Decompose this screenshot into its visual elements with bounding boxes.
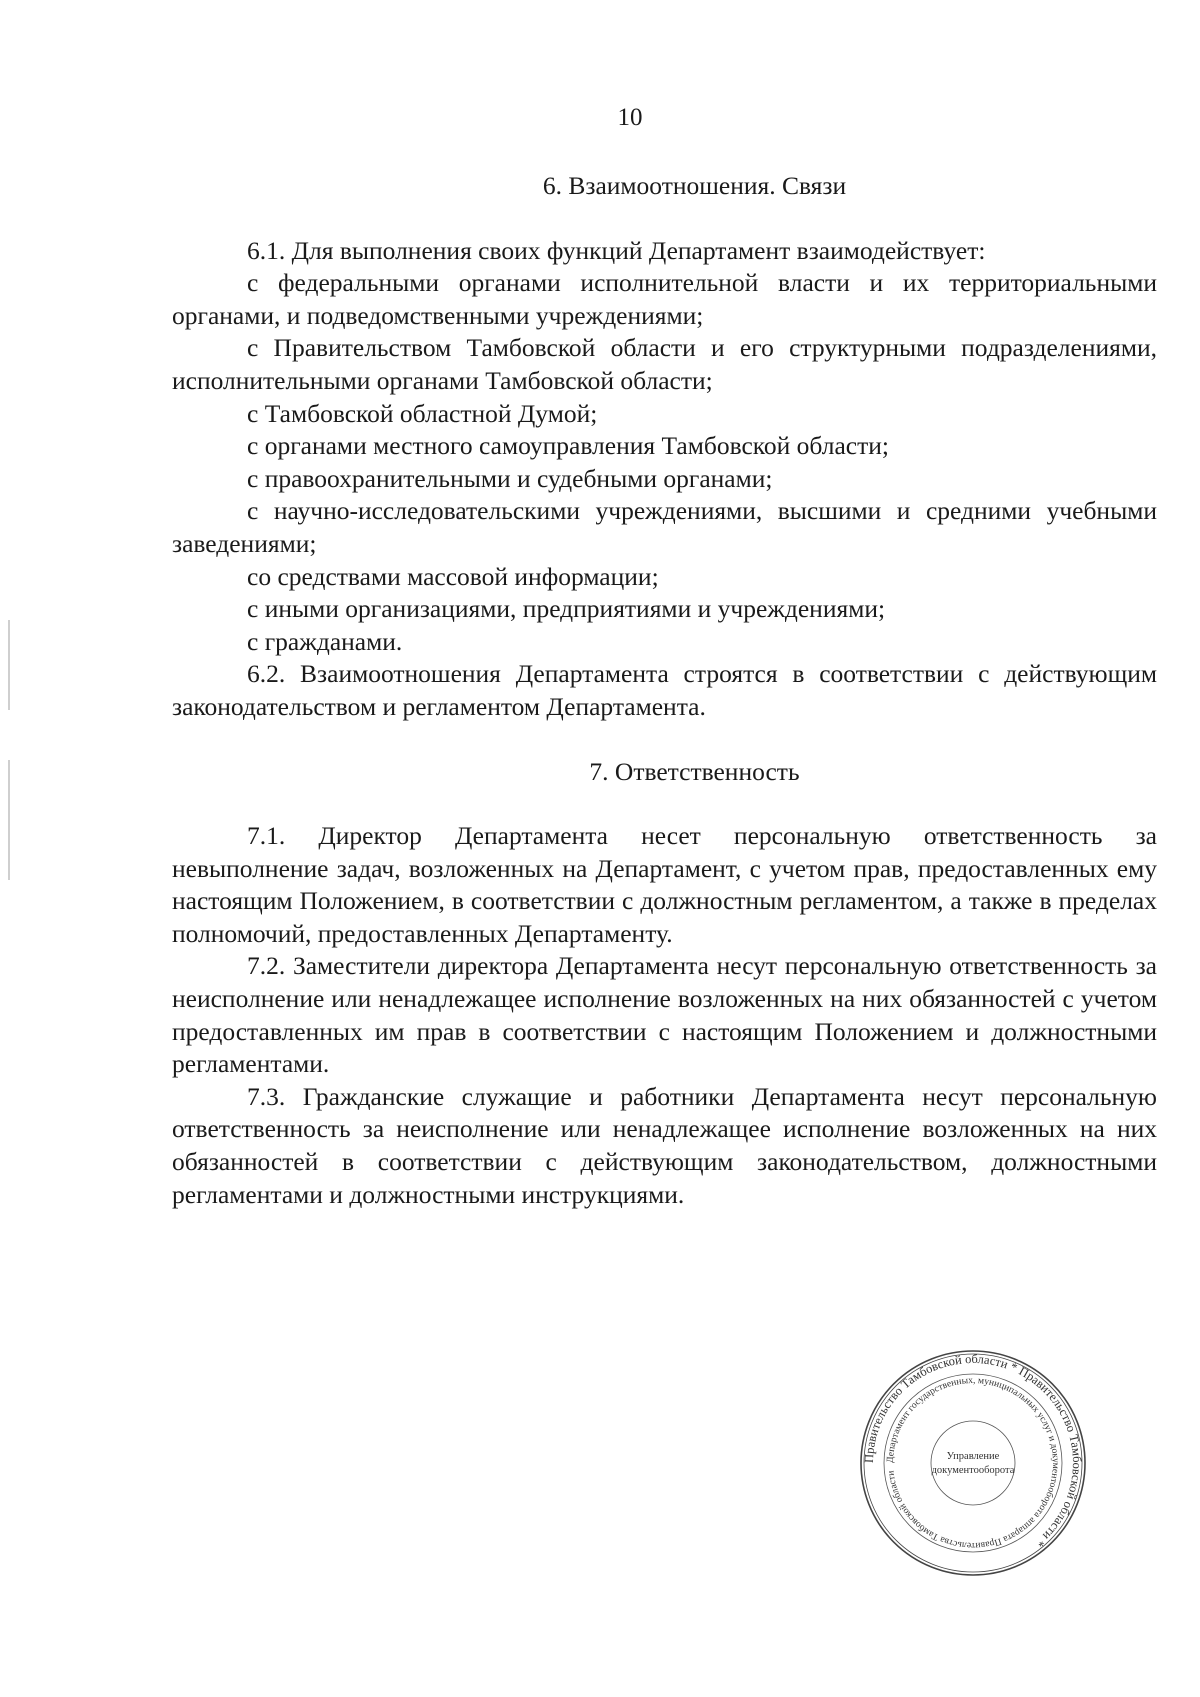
paragraph-6-2: 6.2. Взаимоотношения Департамента строятся в соответствии с действующим законодательством и регламентом Департамента. (172, 659, 1157, 721)
section-7-heading: 7. Ответственность (589, 756, 800, 786)
list-item: с Правительством Тамбовской области и его структурными подразделениями, исполнительными органами Тамбовской области; (172, 333, 1157, 395)
list-item: с иными организациями, предприятиями и учреждениями; (247, 594, 886, 624)
section-6-heading: 6. Взаимоотношения. Связи (542, 171, 847, 200)
paragraph-7-1: 7.1. Директор Департамента несет персональную ответственность за невыполнение задач, возложенных на Департамент, с учетом прав, предоставленных ему настоящим Положением, в соответствии с должностным регламентом, а также в пределах полномочий, предоставленных Департаменту. (172, 821, 1157, 948)
stamp-center-line-1: Управление (946, 1451, 1000, 1462)
paragraph-6-1: 6.1. Для выполнения своих функций Департамент взаимодействует: (247, 235, 986, 265)
stamp-seal-icon (858, 1348, 1088, 1578)
document-body (172, 170, 1157, 1211)
paragraph-7-3: 7.3. Гражданские служащие и работники Департамента несут персональную ответственность за неисполнение или ненадлежащее исполнение возложенных на них обязанностей в соответствии с действующим законодательством, должностными регламентами и должностными инструкциями. (172, 1081, 1157, 1209)
stamp-center-line-2: документооборота (931, 1465, 1015, 1476)
list-item: с органами местного самоуправления Тамбовской области; (247, 431, 889, 461)
stamp-outer-ring-text: Правительство Тамбовской области * Правительство Тамбовской области * (861, 1351, 1085, 1550)
list-item: с Тамбовской областной Думой; (247, 398, 598, 428)
list-item: с научно-исследовательскими учреждениями, высшими и средними учебными заведениями; (172, 496, 1157, 558)
stamp-inner-ring-text: Департамент государственных, муниципальных услуг и документооборота аппарата Правительства Тамбовской области (884, 1374, 1062, 1552)
list-item: с гражданами. (247, 626, 403, 656)
list-item: со средствами массовой информации; (247, 561, 659, 591)
list-item: с правоохранительными и судебными органами; (247, 463, 773, 493)
official-stamp (858, 1348, 1088, 1578)
scan-margin-mark (8, 760, 10, 880)
list-item: с федеральными органами исполнительной власти и их территориальными органами, и подведомственными учреждениями; (172, 268, 1157, 330)
page-number: 10 (617, 104, 643, 131)
scan-margin-mark (8, 620, 10, 710)
paragraph-7-2: 7.2. Заместители директора Департамента несут персональную ответственность за неисполнение или ненадлежащее исполнение возложенных на них обязанностей с учетом предоставленных им прав в соответствии с настоящим Положением и должностными регламентами. (172, 951, 1157, 1079)
